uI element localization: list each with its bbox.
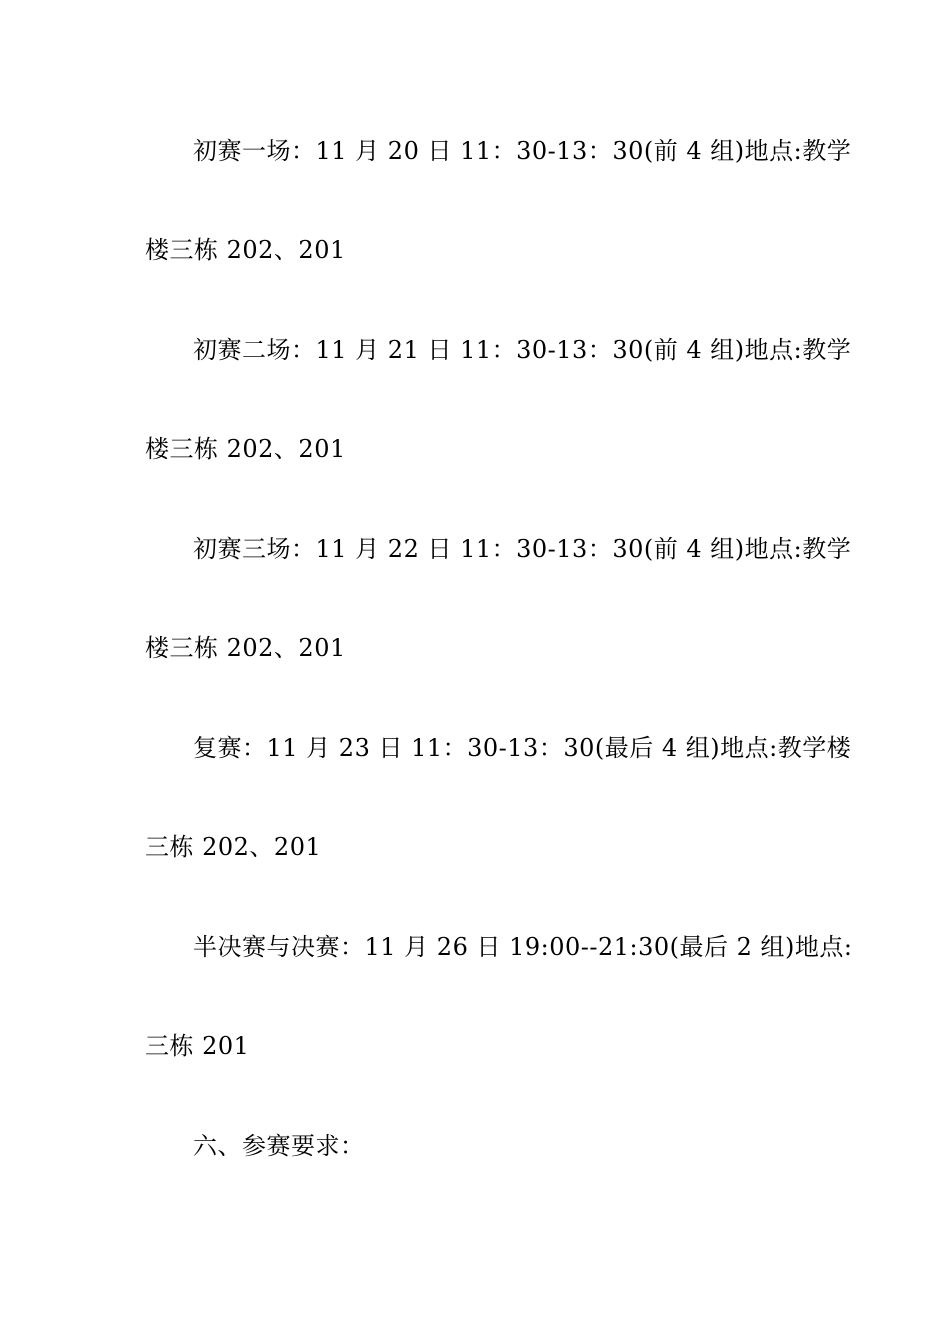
schedule-round2-line2: 楼三栋 202、201 — [145, 435, 346, 463]
schedule-rematch-line1: 复赛：11 月 23 日 11：30-13：30(最后 4 组)地点:教学楼 — [193, 734, 852, 762]
schedule-final-line1: 半决赛与决赛：11 月 26 日 19:00--21:30(最后 2 组)地点: — [193, 933, 853, 961]
section-heading-requirements: 六、参赛要求： — [193, 1132, 365, 1160]
schedule-round2-line1: 初赛二场：11 月 21 日 11：30-13：30(前 4 组)地点:教学 — [193, 336, 852, 364]
schedule-final-line2: 三栋 201 — [145, 1032, 250, 1060]
schedule-round1-line2: 楼三栋 202、201 — [145, 236, 346, 264]
schedule-round3-line2: 楼三栋 202、201 — [145, 634, 346, 662]
schedule-round3-line1: 初赛三场：11 月 22 日 11：30-13：30(前 4 组)地点:教学 — [193, 535, 852, 563]
schedule-rematch-line2: 三栋 202、201 — [145, 833, 322, 861]
schedule-round1-line1: 初赛一场：11 月 20 日 11：30-13：30(前 4 组)地点:教学 — [193, 137, 852, 165]
